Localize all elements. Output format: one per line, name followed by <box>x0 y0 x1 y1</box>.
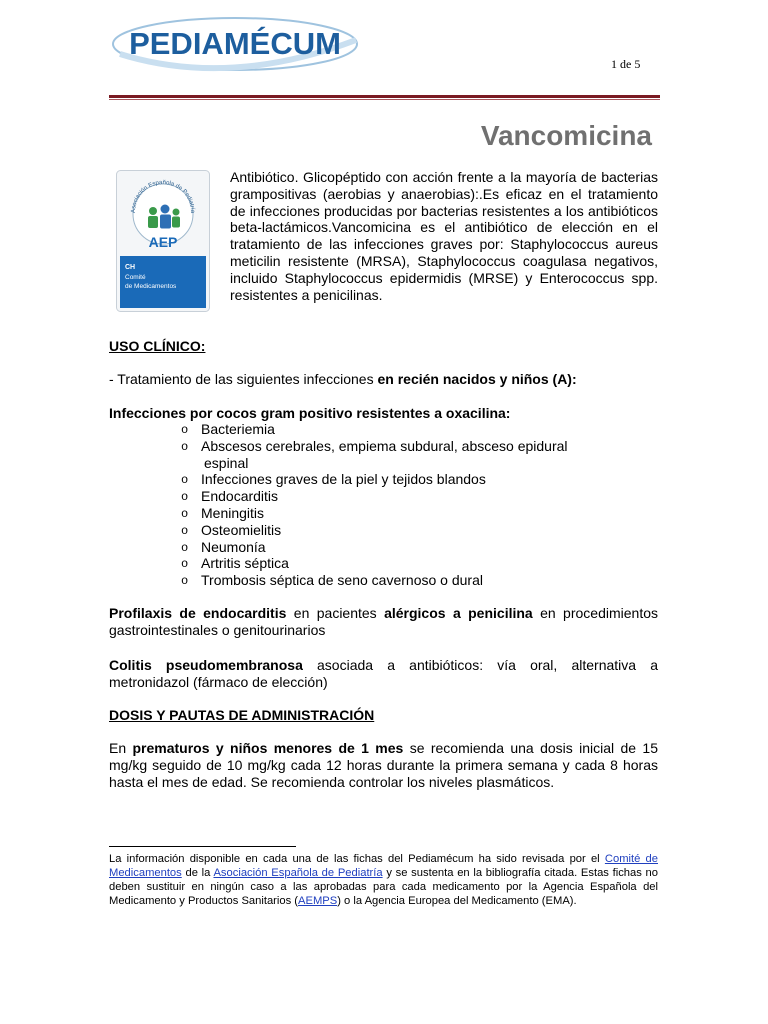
infections-list <box>109 421 658 589</box>
header-rule <box>109 95 660 98</box>
logo-text: PEDIAMÉCUM <box>129 26 341 61</box>
list-item: o Neumonía <box>181 538 266 555</box>
intro-paragraph: Antibiótico. Glicopéptido con acción frente a la mayoría de bacterias grampositivas (aerobias y anaerobias):.Es eficaz en el tratamiento de infecciones producidas por bacterias resistentes a los antibióticos beta-lactámicos.Vancomicina es el antibiótico de elección en el tratamiento de las infecciones graves por: Staphylococcus aureus meticilin resistente (MRSA), Staphylococcus coagulasa negativos, incluido Staphylococcus epidermidis (MRSE) y Enterococcus spp. resistentes a penicilinas. <box>230 169 658 303</box>
footnote: La información disponible en cada una de las fichas del Pediamécum ha sido revisada por el Comité de Medicamentos de la Asociación Española de Pediatría y se sustenta en la bibliografía citada. Estas fichas no deben sustituir en ningún caso a las aprobadas para cada medicamento por la Agencia Española del Medicamento y Productos Sanitarios (AEMPS) o la Agencia Europea del Medicamento (EMA). <box>109 853 658 907</box>
badge-code: CH <box>125 264 136 271</box>
list-item: o Trombosis séptica de seno cavernoso o dural <box>181 572 483 589</box>
section-heading-dosis: DOSIS Y PAUTAS DE ADMINISTRACIÓN <box>109 707 375 723</box>
pediamecum-logo <box>110 10 360 74</box>
bullet: o <box>181 557 189 572</box>
list-item: o Osteomielitis <box>181 521 282 538</box>
uso-line <box>109 371 658 387</box>
badge-org: AEP <box>148 234 178 250</box>
bullet: o <box>181 490 189 505</box>
badge-line1: Comité <box>125 274 146 281</box>
badge-ring-text: Asociación Española de Pediatría <box>130 179 196 214</box>
bullet: o <box>181 439 189 454</box>
header-rule-thin <box>109 99 660 100</box>
list-item: o Endocarditis <box>181 488 279 505</box>
bullet: o <box>181 574 189 589</box>
badge-line2: de Medicamentos <box>125 283 177 290</box>
footnote-rule <box>109 846 296 847</box>
aep-badge <box>116 170 210 312</box>
list-item: o Meningitis <box>181 504 265 521</box>
list-item: o Artritis séptica <box>181 555 289 572</box>
uso-line-bold: en recién nacidos y niños (A): <box>377 371 577 387</box>
uso-line-prefix: - Tratamiento de las siguientes infecciones <box>109 371 378 387</box>
list-item: o Abscesos cerebrales, empiema subdural, absceso epidural espinal <box>181 437 568 471</box>
link-aemps[interactable]: AEMPS <box>298 895 338 907</box>
bullet: o <box>181 473 189 488</box>
bullet: o <box>181 523 189 538</box>
bullet: o <box>181 423 189 437</box>
list-item: o Infecciones graves de la piel y tejidos blandos <box>181 471 486 488</box>
section-heading-uso: USO CLÍNICO: <box>109 338 206 354</box>
page-number: 1 de 5 <box>611 57 641 71</box>
infections-heading: Infecciones por cocos gram positivo resistentes a oxacilina: <box>109 405 511 421</box>
bullet: o <box>181 540 189 555</box>
colitis-paragraph: Colitis pseudomembranosa asociada a antibióticos: vía oral, alternativa a metronidazol (fármaco de elección) <box>109 657 658 690</box>
dosis-paragraph: En prematuros y niños menores de 1 mes se recomienda una dosis inicial de 15 mg/kg seguido de 10 mg/kg cada 12 horas durante la primera semana y cada 8 horas hasta el mes de edad. Se recomienda controlar los niveles plasmáticos. <box>109 740 659 790</box>
page-title: Vancomicina <box>480 120 652 151</box>
bullet: o <box>181 506 189 521</box>
profilaxis-paragraph: Profilaxis de endocarditis en pacientes alérgicos a penicilina en procedimientos gastrointestinales o genitourinarios <box>109 605 658 638</box>
link-aep[interactable]: Asociación Española de Pediatría <box>213 867 383 879</box>
link-comite-medicamentos[interactable]: Comité de Medicamentos <box>109 853 658 879</box>
list-item: o Bacteriemia <box>181 421 275 437</box>
